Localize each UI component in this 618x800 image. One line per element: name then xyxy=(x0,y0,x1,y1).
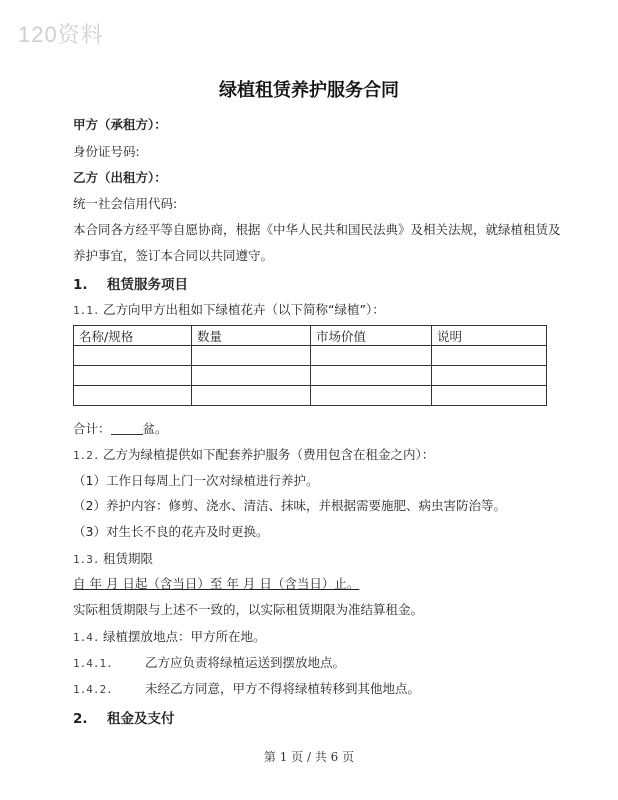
service-item: （1）工作日每周上门一次对绿植进行养护。 xyxy=(73,473,319,488)
table-row xyxy=(74,366,547,386)
clause-number: 1.3. xyxy=(73,553,100,566)
clause-1-4-1 xyxy=(73,653,345,671)
clause-text: 租赁期限 xyxy=(103,551,154,566)
table-cell xyxy=(74,346,192,366)
table-header-cell: 名称/规格 xyxy=(74,326,192,346)
service-item: （3）对生长不良的花卉及时更换。 xyxy=(73,524,269,539)
watermark: 120资料 xyxy=(18,22,104,47)
section-title: 租金及支付 xyxy=(107,711,175,727)
intro-paragraph-line-1: 本合同各方经平等自愿协商，根据《中华人民共和国民法典》及相关法规，就绿植租赁及 xyxy=(73,222,561,237)
table-cell xyxy=(432,346,547,366)
clause-number: 1.4. xyxy=(73,631,100,644)
table-cell xyxy=(311,346,432,366)
section-1-heading xyxy=(73,273,188,293)
clause-1-1 xyxy=(73,300,385,318)
plant-items-table xyxy=(73,325,547,406)
table-cell xyxy=(311,366,432,386)
credit-code-label: 统一社会信用代码: xyxy=(73,196,178,211)
table-cell xyxy=(192,386,311,406)
clause-text: 未经乙方同意，甲方不得将绿植转移到其他地点。 xyxy=(145,681,421,696)
total-suffix: 盆。 xyxy=(142,421,168,436)
total-line xyxy=(73,419,168,437)
clause-number: 1.4.2. xyxy=(73,683,113,696)
table-cell xyxy=(74,366,192,386)
party-b-label: 乙方（出租方）： xyxy=(73,170,167,185)
table-cell xyxy=(311,386,432,406)
table-cell xyxy=(74,386,192,406)
section-number: 2. xyxy=(73,711,88,727)
table-cell xyxy=(192,366,311,386)
clause-number: 1.1. xyxy=(73,304,100,317)
clause-1-4 xyxy=(73,627,266,645)
section-title: 租赁服务项目 xyxy=(107,277,188,293)
table-cell xyxy=(432,386,547,406)
table-row xyxy=(74,346,547,366)
clause-text: 乙方为绿植提供如下配套养护服务（费用包含在租金之内）： xyxy=(103,447,435,462)
table-header-cell: 市场价值 xyxy=(311,326,432,346)
table-row xyxy=(74,386,547,406)
total-blank xyxy=(111,422,143,435)
total-prefix: 合计： xyxy=(73,421,111,436)
clause-text: 绿植摆放地点：甲方所在地。 xyxy=(103,629,266,644)
clause-1-2 xyxy=(73,445,434,463)
clause-1-3 xyxy=(73,549,153,567)
clause-text: 乙方向甲方出租如下绿植花卉（以下简称“绿植”）： xyxy=(103,302,385,317)
table-header-cell: 说明 xyxy=(432,326,547,346)
id-number-label: 身份证号码: xyxy=(73,144,140,159)
service-item: （2）养护内容：修剪、浇水、清洁、抹味，并根据需要施肥、病虫害防治等。 xyxy=(73,498,506,513)
term-line: 自 年 月 日起（含当日）至 年 月 日（含当日）止。 xyxy=(73,576,360,591)
page-title: 绿植租赁养护服务合同 xyxy=(219,80,399,101)
section-2-heading xyxy=(73,707,175,727)
clause-text: 乙方应负责将绿植运送到摆放地点。 xyxy=(145,655,346,670)
clause-1-4-2 xyxy=(73,679,420,697)
clause-number: 1.2. xyxy=(73,449,100,462)
clause-number: 1.4.1. xyxy=(73,657,113,670)
party-a-label: 甲方（承租方）： xyxy=(73,117,167,132)
intro-paragraph-line-2: 养护事宜，签订本合同以共同遵守。 xyxy=(73,248,274,263)
table-cell xyxy=(192,346,311,366)
table-header-cell: 数量 xyxy=(192,326,311,346)
table-cell xyxy=(432,366,547,386)
term-note: 实际租赁期限与上述不一致的，以实际租赁期限为准结算租金。 xyxy=(73,602,424,617)
section-number: 1. xyxy=(73,277,88,293)
page-footer: 第 1 页 / 共 6 页 xyxy=(263,750,355,764)
table-header-row xyxy=(74,326,547,346)
